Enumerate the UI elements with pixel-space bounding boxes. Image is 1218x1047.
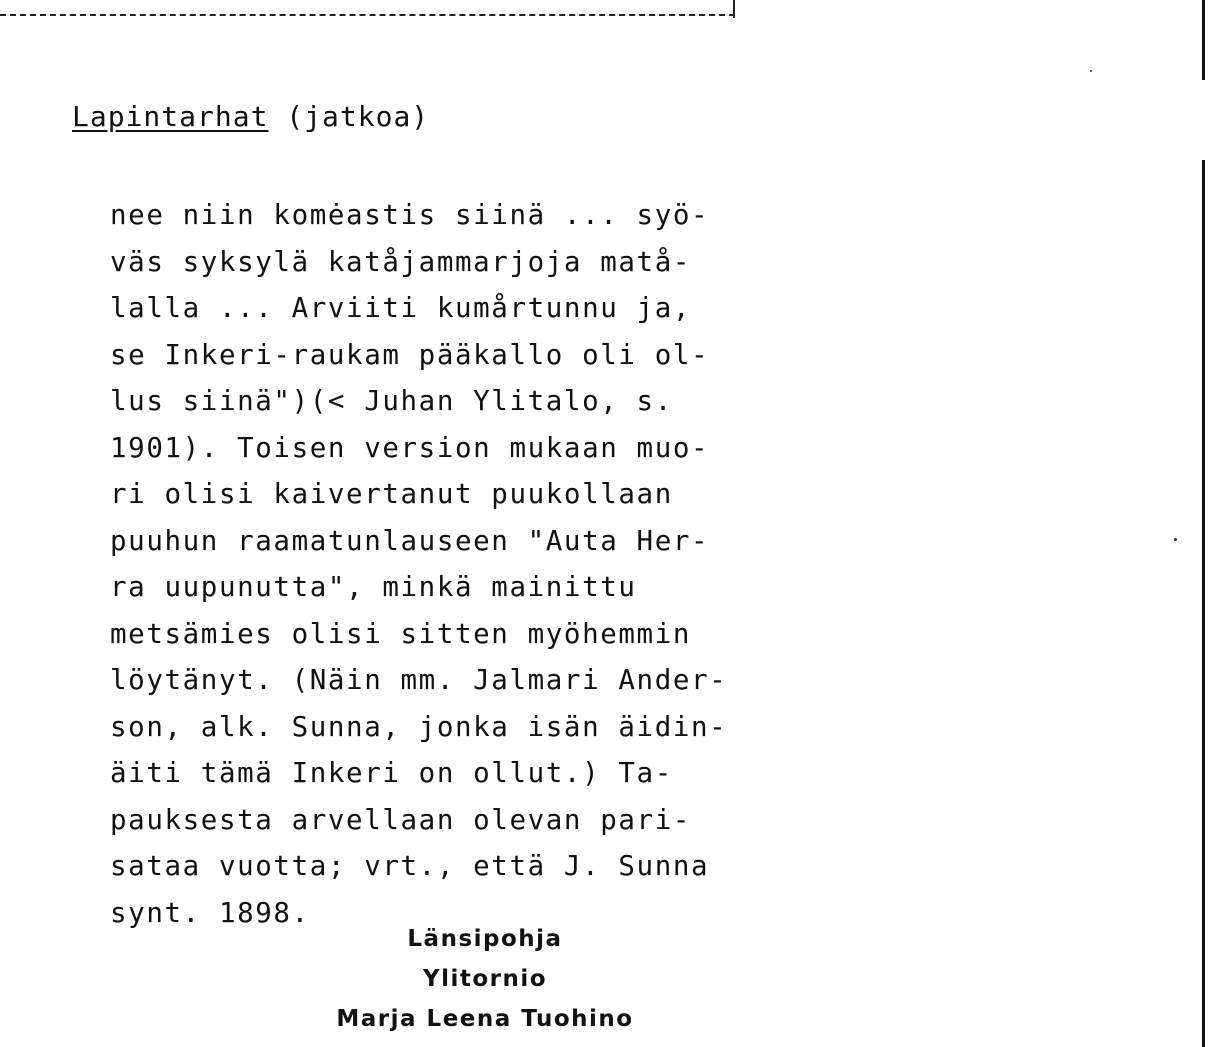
body-line: nee niin komėastis siinä ... syö-: [110, 199, 710, 231]
body-line: lalla ... Arviiti kumårtunnu ja,: [110, 292, 692, 324]
top-scan-rule: [0, 14, 735, 16]
body-line: metsämies olisi sitten myöhemmin: [110, 617, 692, 650]
body-line: väs syksylä katåjammarjoja matå-: [110, 245, 692, 278]
body-line: sataa vuotta; vrt., että J. Sunna: [110, 850, 710, 882]
body-line: pauksesta arvellaan olevan pari-: [110, 803, 692, 836]
body-line: puuhun raamatunlauseen "Auta Her-: [110, 524, 710, 557]
body-line: ra uupunutta", minkä mainittu: [110, 571, 637, 603]
body-line: synt. 1898.: [110, 896, 310, 929]
body-line: son, alk. Sunna, jonka isän äidin-: [110, 710, 728, 743]
body-line: löytänyt. (Näin mm. Jalmari Ander-: [110, 664, 728, 696]
heading-suffix: (jatkoa): [286, 100, 430, 133]
stamp-parish: Ylitornio: [422, 966, 548, 992]
scan-speck: [1174, 538, 1177, 541]
body-line: äiti tämä Inkeri on ollut.) Ta-: [110, 757, 673, 789]
body-line: 1901). Toisen version mukaan muo-: [110, 431, 710, 464]
body-line: lus siinä")(< Juhan Ylitalo, s.: [110, 385, 673, 417]
right-scan-edge-gap: [1202, 80, 1205, 160]
heading-title: Lapintarhat: [72, 100, 269, 133]
body-text: [110, 192, 790, 936]
body-line: ri olisi kaivertanut puukollaan: [110, 478, 673, 510]
stamp-collector: Marja Leena Tuohino: [336, 1006, 634, 1032]
top-scan-tick: [733, 0, 735, 18]
body-line: se Inkeri-raukam pääkallo oli ol-: [110, 338, 710, 371]
scan-speck: [1090, 70, 1092, 72]
page-heading: [72, 100, 429, 133]
stamp-region: Länsipohja: [407, 926, 563, 952]
